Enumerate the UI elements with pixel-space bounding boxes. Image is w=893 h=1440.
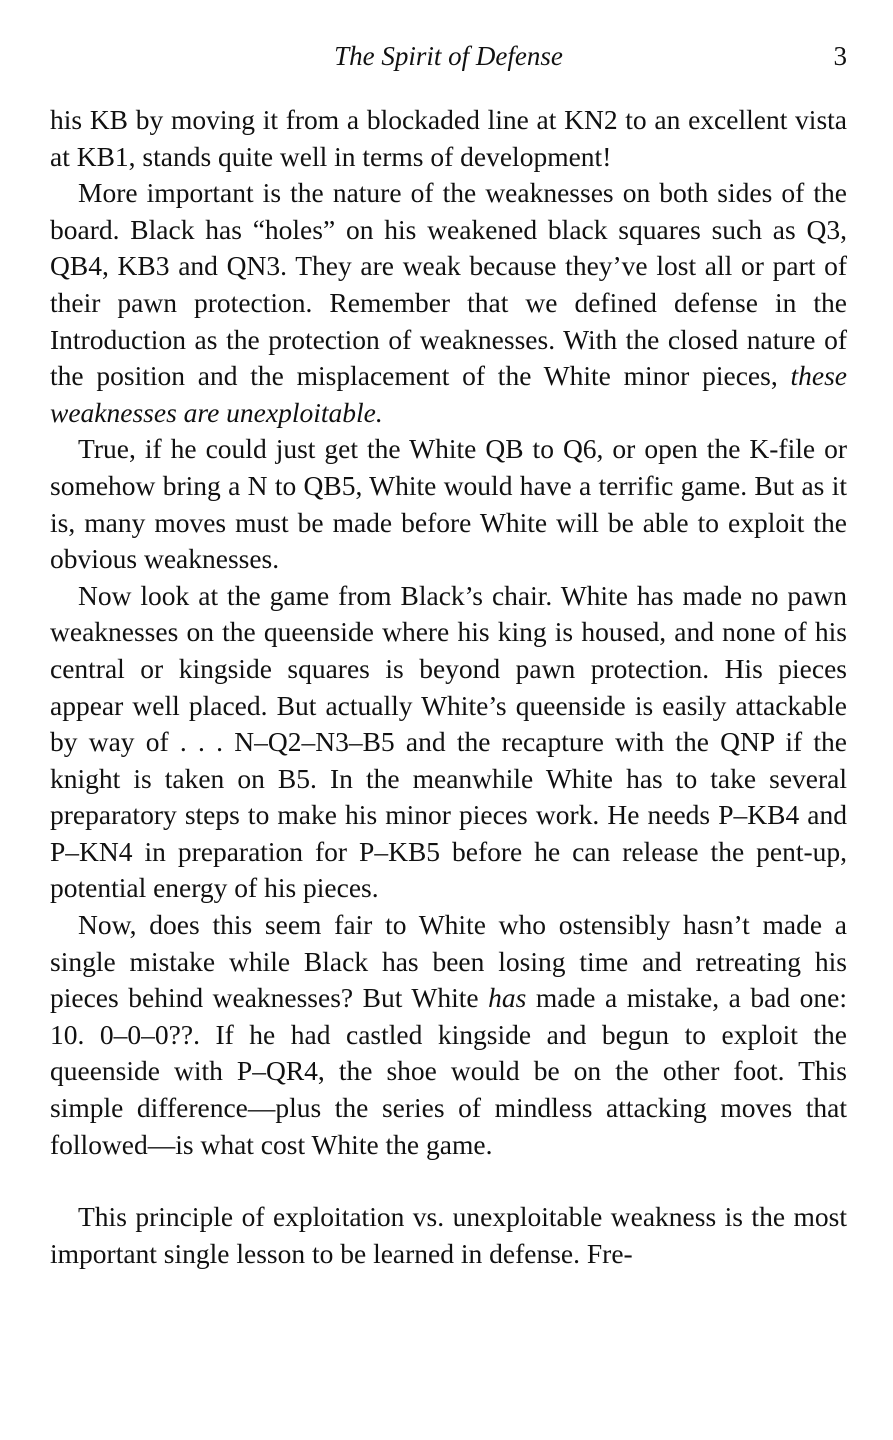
paragraph-blacks-chair bbox=[50, 578, 847, 907]
emphasis-text: has bbox=[488, 982, 527, 1014]
page-number: 3 bbox=[833, 41, 847, 71]
running-head bbox=[50, 36, 847, 76]
body-text bbox=[50, 102, 847, 1272]
text-run: Now look at the game from Black’s chair. White has made no pawn weaknesses on the queenside where his king is housed, and none of his central or kingside squares is beyond pawn protection. His pieces appear well placed. But actually White’s queenside is easily attackable by way of . . . N–Q2–N3–B5 and the recapture with the QNP if the knight is taken on B5. In the meanwhile White has to take several preparatory steps to make his minor pieces work. He needs P–KB4 and P–KN4 in preparation for P–KB5 before he can release the pent-up, potential energy of his pieces. bbox=[50, 579, 847, 904]
text-run: True, if he could just get the White QB to Q6, or open the K-file or somehow bring a N to QB5, White would have a terrific game. But as it is, many moves must be made before White will be able to exploit the obvious weaknesses. bbox=[50, 433, 847, 575]
paragraph-fairness bbox=[50, 907, 847, 1163]
paragraph-true-if bbox=[50, 431, 847, 577]
text-run: his KB by moving it from a blockaded line at KN2 to an excellent vista at KB1, stands quite well in terms of development! bbox=[50, 104, 847, 172]
paragraph-continuation bbox=[50, 102, 847, 175]
paragraph-weaknesses bbox=[50, 175, 847, 431]
text-run: This principle of exploitation vs. unexploitable weakness is the most important single lesson to be learned in defense. Fre- bbox=[50, 1201, 847, 1269]
paragraph-principle bbox=[50, 1199, 847, 1272]
text-run: More important is the nature of the weaknesses on both sides of the board. Black has “holes” on his weakened black squares such as Q3, QB4, KB3 and QN3. They are weak because they’ve lost all or part of their pawn protection. Remember that we defined defense in the Introduction as the protection of weaknesses. With the closed nature of the position and the misplacement of the White minor pieces, bbox=[50, 177, 847, 392]
text-run: Now, does this seem fair to White who ostensibly hasn’t made a single mistake while Black has been losing time and retreating his pieces behind weaknesses? But White bbox=[50, 909, 847, 1014]
running-title: The Spirit of Defense bbox=[334, 41, 563, 71]
emphasis-text: these weaknesses are unexploitable. bbox=[50, 360, 847, 428]
text-run: made a mistake, a bad one: 10. 0–0–0??. If he had castled kingside and begun to exploit the queenside with P–QR4, the shoe would be on the other foot. This simple difference—plus the series of mindless attacking moves that followed—is what cost White the game. bbox=[50, 982, 847, 1160]
